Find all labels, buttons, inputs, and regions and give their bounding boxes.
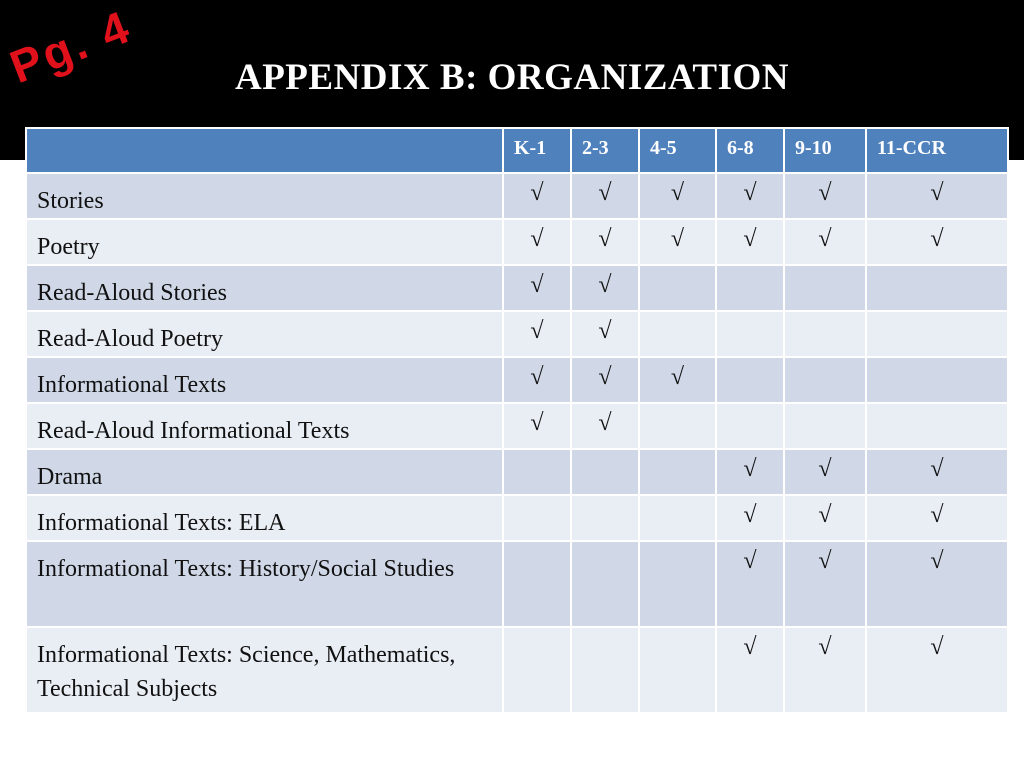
check-cell: √	[716, 541, 784, 627]
check-cell: √	[571, 219, 639, 265]
check-cell: √	[866, 627, 1008, 713]
row-label: Read-Aloud Stories	[26, 265, 503, 311]
check-cell: √	[866, 219, 1008, 265]
column-header-6-8: 6-8	[716, 128, 784, 173]
check-cell: √	[571, 265, 639, 311]
check-cell: √	[866, 449, 1008, 495]
check-cell: √	[784, 627, 866, 713]
check-cell	[503, 449, 571, 495]
check-cell	[503, 627, 571, 713]
check-cell	[639, 495, 716, 541]
slide-title: APPENDIX B: ORGANIZATION	[234, 57, 789, 98]
table-row	[26, 265, 1008, 311]
check-cell	[503, 495, 571, 541]
check-cell	[866, 311, 1008, 357]
column-header-4-5: 4-5	[639, 128, 716, 173]
row-label: Drama	[26, 449, 503, 495]
check-cell: √	[503, 265, 571, 311]
check-cell: √	[571, 357, 639, 403]
check-cell: √	[716, 627, 784, 713]
row-label: Informational Texts: Science, Mathematics, Technical Subjects	[26, 627, 503, 713]
check-cell	[639, 311, 716, 357]
column-header-9-10: 9-10	[784, 128, 866, 173]
check-cell: √	[784, 495, 866, 541]
column-header-blank	[26, 128, 503, 173]
check-cell: √	[716, 495, 784, 541]
table-row	[26, 449, 1008, 495]
check-cell	[639, 541, 716, 627]
column-header-11-ccr: 11-CCR	[866, 128, 1008, 173]
check-cell	[571, 541, 639, 627]
check-cell	[571, 449, 639, 495]
table-row	[26, 627, 1008, 713]
row-label: Informational Texts	[26, 357, 503, 403]
check-cell: √	[784, 449, 866, 495]
row-label: Informational Texts: History/Social Studies	[26, 541, 503, 627]
table-row	[26, 495, 1008, 541]
check-cell: √	[503, 311, 571, 357]
table-row	[26, 541, 1008, 627]
table-row	[26, 311, 1008, 357]
row-label: Read-Aloud Informational Texts	[26, 403, 503, 449]
table-header-row	[26, 128, 1008, 173]
check-cell	[716, 265, 784, 311]
row-label: Stories	[26, 173, 503, 219]
check-cell: √	[503, 219, 571, 265]
check-cell	[571, 627, 639, 713]
check-cell: √	[716, 173, 784, 219]
check-cell: √	[639, 219, 716, 265]
table-row	[26, 219, 1008, 265]
column-header-k-1: K-1	[503, 128, 571, 173]
check-cell: √	[866, 173, 1008, 219]
check-cell: √	[784, 541, 866, 627]
check-cell	[716, 357, 784, 403]
table-row	[26, 403, 1008, 449]
check-cell	[784, 403, 866, 449]
check-cell	[866, 265, 1008, 311]
check-cell	[716, 403, 784, 449]
check-cell: √	[571, 311, 639, 357]
check-cell: √	[866, 541, 1008, 627]
check-cell: √	[639, 357, 716, 403]
check-cell: √	[784, 219, 866, 265]
check-cell	[866, 403, 1008, 449]
check-cell: √	[716, 449, 784, 495]
check-cell: √	[503, 403, 571, 449]
check-cell: √	[784, 173, 866, 219]
check-cell: √	[503, 173, 571, 219]
check-cell: √	[503, 357, 571, 403]
check-cell	[784, 265, 866, 311]
check-cell	[503, 541, 571, 627]
check-cell	[639, 627, 716, 713]
table-row	[26, 173, 1008, 219]
check-cell: √	[571, 173, 639, 219]
check-cell: √	[866, 495, 1008, 541]
row-label: Informational Texts: ELA	[26, 495, 503, 541]
table-row	[26, 357, 1008, 403]
check-cell: √	[716, 219, 784, 265]
check-cell	[639, 449, 716, 495]
check-cell	[866, 357, 1008, 403]
column-header-2-3: 2-3	[571, 128, 639, 173]
page-number-stamp: Pg. 4	[3, 0, 139, 94]
row-label: Poetry	[26, 219, 503, 265]
check-cell	[639, 265, 716, 311]
check-cell	[571, 495, 639, 541]
row-label: Read-Aloud Poetry	[26, 311, 503, 357]
check-cell	[784, 357, 866, 403]
check-cell	[716, 311, 784, 357]
organization-table	[25, 127, 1009, 714]
check-cell: √	[571, 403, 639, 449]
check-cell	[639, 403, 716, 449]
check-cell	[784, 311, 866, 357]
check-cell: √	[639, 173, 716, 219]
